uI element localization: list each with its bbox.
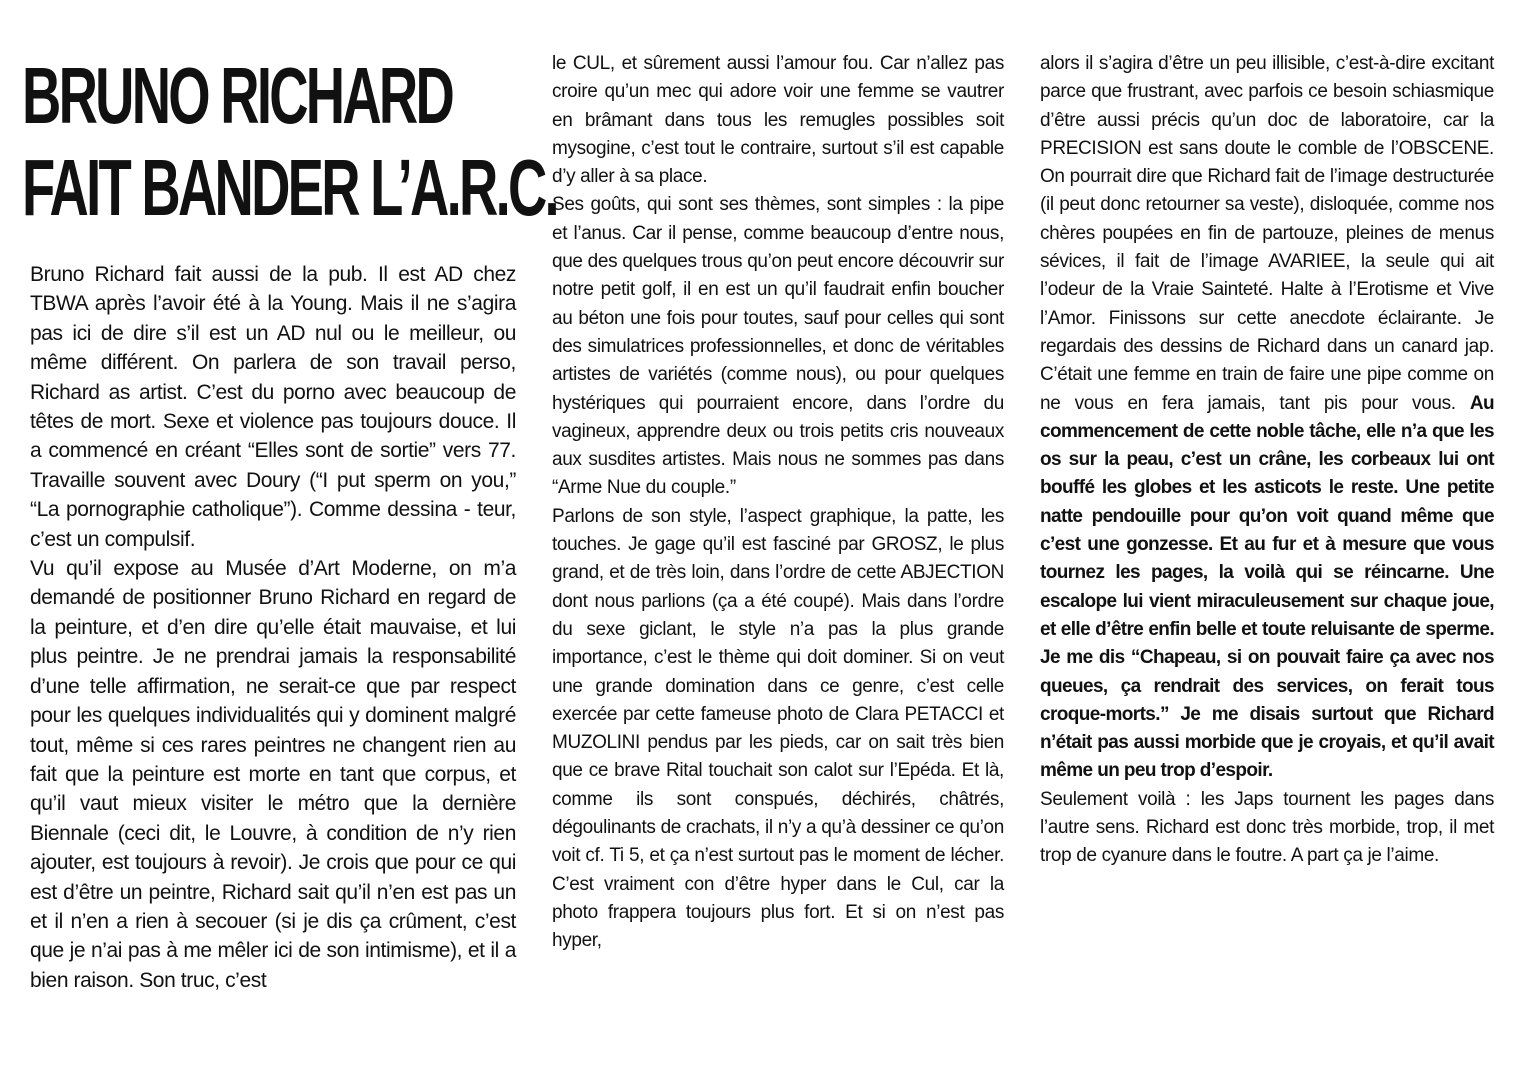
paragraph-museum: Vu qu’il expose au Musée d’Art Moderne, on m’a demandé de positionner Bruno Richard en regard de la peinture, et d’en dire qu’elle était mauvaise, et lui plus peintre. Je ne prendrai jamais la responsabilité d’une telle affirmation, ne serait-ce que par respect pour les quelques individualités qui y dominent malgré tout, même si ces rares peintres ne changent rien au fait que la peinture est morte en tant que corpus, et qu’il vaut mieux visiter le métro que la dernière Biennale (ceci dit, le Louvre, à condition de n’y rien ajouter, est toujours à revoir). Je crois que pour ce qui est d’être un peintre, Richard sait qu’il n’en est pas un et il n’en a rien à secouer (si je dis ça crûment, c’est que je n’ai pas à me mêler ici de son intimisme), et il a bien raison. Son truc, c’est <box>30 557 516 992</box>
paragraph-conclusion: Seulement voilà : les Japs tournent les pages dans l’autre sens. Richard est donc très morbide, trop, il met trop de cyanure dans le foutre. A part ça je l’aime. <box>1040 788 1494 867</box>
text-column-1 <box>30 260 516 995</box>
paragraph-style: Parlons de son style, l’aspect graphique, la patte, les touches. Je gage qu’il est fasciné par GROSZ, le plus grand, et de très loin, dans l’ordre de cette ABJECTION dont nous parlions (ça a été coupé). Mais dans l’ordre du sexe giclant, le style n’a pas la plus grande importance, c’est le thème qui doit dominer. Si on veut une grande domination dans ce genre, c’est celle exercée par cette fameuse photo de Clara PETACCI et MUZOLINI pendus par les pieds, car on sait très bien que ce brave Rital touchait son calot sur l’Epéda. Et là, comme ils sont conspués, déchirés, châtrés, dégoulinants de crachats, il n’y a qu’à dessiner ce qu’on voit cf. Ti 5, et ça n’est surtout pas le moment de lécher. C’est vraiment con d’être hyper dans le Cul, car la photo frappera toujours plus fort. Et si on n’est pas hyper, <box>552 505 1004 952</box>
title-line-1: BRUNO RICHARD <box>22 51 453 140</box>
text-column-3 <box>1040 50 1494 871</box>
paragraph-gouts: Ses goûts, qui sont ses thèmes, sont simples : la pipe et l’anus. Car il pense, comme beaucoup d’entre nous, que des quelques trous qu’on peut encore découvrir sur notre petit golf, il en est un qu’il faudrait enfin boucher au béton une fois pour toutes, sauf pour celles qui sont des simulatrices professionnelles, et donc de véritables artistes de variétés (comme nous), ou pour quelques hystériques qui pourraient encore, dans l’ordre du vagineux, apprendre deux ou trois petits cris nouveaux aux susdites artistes. Mais nous ne sommes pas dans “Arme Nue du couple.” <box>552 194 1004 499</box>
text-column-2 <box>552 50 1004 956</box>
title-line-2: FAIT BANDER L’A.R.C. <box>22 143 557 232</box>
paragraph-intro: Bruno Richard fait aussi de la pub. Il est AD chez TBWA après l’avoir été à la Young. Mais il ne s’agira pas ici de dire s’il est un AD nul ou le meilleur, ou même différent. On parlera de son travail perso, Richard as artist. C’est du porno avec beaucoup de têtes de mort. Sexe et violence pas toujours douce. Il a commencé en créant “Elles sont de sortie” vers 77. Travaille souvent avec Doury (“I put sperm on you,” “La pornographie catholique”). Comme dessina - teur, c’est un compulsif. <box>30 263 516 551</box>
paragraph-cul: le CUL, et sûrement aussi l’amour fou. Car n’allez pas croire qu’un mec qui adore voir une femme se vautrer en brâmant dans tous les remugles possibles soit mysogine, c’est tout le contraire, surtout s’il est capable d’y aller à sa place. <box>552 53 1004 188</box>
paragraph-illisible-regular: alors il s’agira d’être un peu illisible, c’est-à-dire excitant parce que frustrant, avec parfois ce besoin schiasmique d’être aussi précis qu’un doc de laboratoire, car la PRECISION est sans doute le comble de l’OBSCENE. On pourrait dire que Richard fait de l’image destructurée (il peut donc retourner sa veste), disloquée, comme nos chères poupées en fin de partouze, pleines de menus sévices, il fait de l’image AVARIEE, la seule qui ait l’odeur de la Vraie Sainteté. Halte à l’Erotisme et Vive l’Amor. Finissons sur cette anecdote éclairante. Je regardais des dessins de Richard dans un canard jap. C’était une femme en train de faire une pipe comme on ne vous en fera jamais, tant pis pour vous. <box>1040 53 1494 414</box>
paragraph-illisible <box>1040 50 1494 786</box>
paragraph-illisible-bold: Au commencement de cette noble tâche, elle n’a que les os sur la peau, c’est un crâne, les corbeaux lui ont bouffé les globes et les asticots le reste. Une petite natte pendouille pour qu’on voit quand même que c’est une gonzesse. Et au fur et à mesure que vous tournez les pages, la voilà qui se réincarne. Une escalope lui vient miraculeusement sur chaque joue, et elle d’être enfin belle et toute reluisante de sperme. Je me dis “Chapeau, si on pouvait faire ça avec nos queues, ça rendrait des services, on ferait tous croque-morts.” Je me disais surtout que Richard n’était pas aussi morbide que je croyais, et qu’il avait même un peu trop d’espoir. <box>1040 392 1494 782</box>
article-title <box>22 50 557 234</box>
